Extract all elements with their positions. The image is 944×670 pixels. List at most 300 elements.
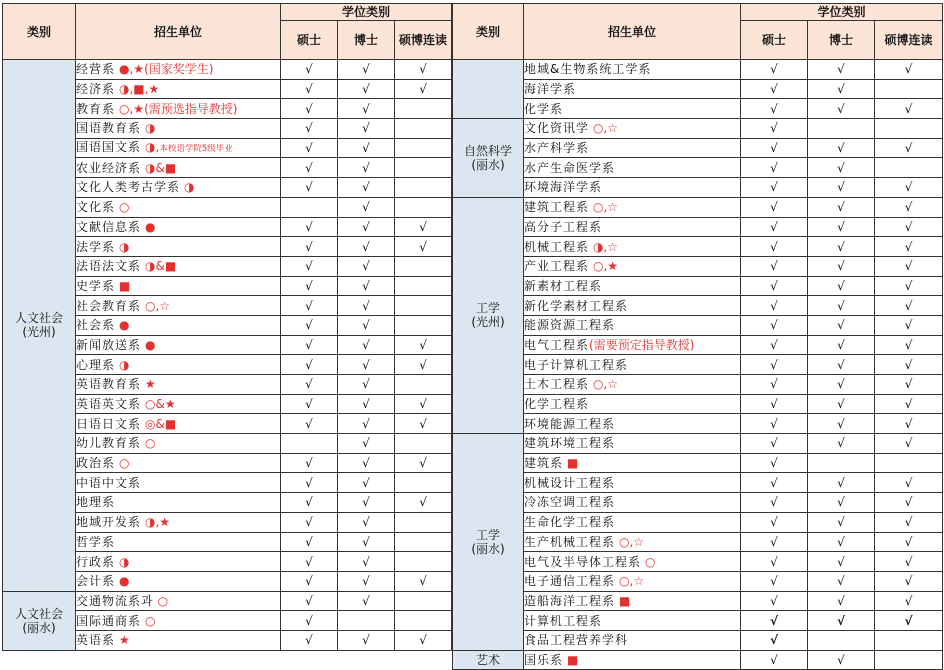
legend-symbols: ○,☆ [619, 574, 645, 589]
category-cell: 艺术 [453, 650, 524, 670]
combined-mark: √ [875, 611, 943, 631]
master-mark: √ [741, 256, 808, 276]
combined-mark [395, 434, 452, 454]
unit-cell [524, 571, 741, 591]
master-mark: √ [281, 315, 338, 335]
legend-symbols: ◑ [119, 239, 130, 254]
master-mark: √ [741, 473, 808, 493]
unit-cell [524, 296, 741, 316]
unit-cell [524, 256, 741, 276]
unit-cell [524, 335, 741, 355]
doctor-mark: √ [808, 335, 875, 355]
table-row [453, 335, 943, 355]
doctor-mark: √ [808, 79, 875, 99]
master-mark: √ [281, 138, 338, 158]
table-row [453, 158, 943, 178]
doctor-mark: √ [338, 256, 395, 276]
combined-mark: √ [395, 355, 452, 375]
unit-note: (需要预定指导教授) [589, 337, 695, 352]
unit-name: 建筑系 [524, 456, 564, 471]
legend-symbols: ○ [145, 613, 156, 628]
doctor-mark: √ [808, 571, 875, 591]
master-mark: √ [741, 414, 808, 434]
combined-mark: √ [875, 296, 943, 316]
doctor-mark: √ [338, 335, 395, 355]
unit-cell [76, 611, 281, 631]
combined-mark: √ [875, 394, 943, 414]
unit-name: 化学系 [524, 101, 564, 116]
combined-mark: √ [395, 237, 452, 257]
unit-name: 法学系 [76, 239, 116, 254]
header-combined: 硕博连读 [875, 21, 943, 60]
table-row [453, 178, 943, 198]
unit-cell [524, 119, 741, 139]
master-mark: √ [281, 158, 338, 178]
legend-symbols: ● [145, 219, 156, 234]
master-mark: √ [741, 532, 808, 552]
combined-mark: √ [875, 276, 943, 296]
doctor-mark: √ [338, 79, 395, 99]
unit-name: 高分子工程系 [524, 219, 603, 234]
table-row [453, 414, 943, 434]
combined-mark [395, 276, 452, 296]
master-mark: √ [281, 453, 338, 473]
combined-mark: √ [875, 256, 943, 276]
unit-name: 生命化学工程系 [524, 515, 616, 530]
master-mark: √ [741, 630, 808, 650]
unit-name: 产业工程系 [524, 259, 590, 274]
legend-symbols: ○ [157, 593, 169, 608]
unit-name: 文化人类考古学系 [76, 180, 181, 195]
combined-mark: √ [395, 630, 452, 650]
doctor-mark: √ [808, 394, 875, 414]
table-row [453, 591, 943, 611]
unit-cell [524, 79, 741, 99]
doctor-mark: √ [808, 532, 875, 552]
legend-symbols: ■ [567, 456, 579, 471]
combined-mark [395, 315, 452, 335]
doctor-mark: √ [808, 355, 875, 375]
combined-mark [875, 79, 943, 99]
master-mark: √ [741, 237, 808, 257]
unit-cell [524, 630, 741, 650]
legend-symbols: ○ [119, 200, 130, 215]
legend-symbols: ● [119, 574, 130, 589]
table-row [453, 394, 943, 414]
unit-cell [76, 394, 281, 414]
unit-name: 教育系 [76, 101, 116, 116]
doctor-mark: √ [808, 60, 875, 80]
unit-cell [76, 532, 281, 552]
master-mark: √ [741, 99, 808, 119]
doctor-mark: √ [338, 473, 395, 493]
unit-cell [524, 138, 741, 158]
unit-cell [524, 315, 741, 335]
table-row [453, 375, 943, 395]
doctor-mark: √ [808, 493, 875, 513]
doctor-mark: √ [808, 414, 875, 434]
doctor-mark: √ [338, 355, 395, 375]
unit-cell [524, 512, 741, 532]
combined-mark: √ [395, 60, 452, 80]
table-row [453, 473, 943, 493]
unit-cell [76, 591, 281, 611]
master-mark: √ [281, 217, 338, 237]
unit-name: 计算机工程系 [524, 613, 603, 628]
unit-cell [76, 630, 281, 650]
master-mark: √ [281, 355, 338, 375]
table-row [453, 79, 943, 99]
unit-cell [76, 256, 281, 276]
table-row [453, 237, 943, 257]
doctor-mark: √ [338, 138, 395, 158]
unit-cell [524, 178, 741, 198]
doctor-mark: √ [808, 237, 875, 257]
legend-symbols: ○,☆ [593, 377, 619, 392]
master-mark: √ [281, 60, 338, 80]
unit-name: 文化系 [76, 200, 116, 215]
unit-cell [524, 276, 741, 296]
unit-name: 英语系 [76, 633, 116, 648]
master-mark: √ [281, 591, 338, 611]
unit-name: 环境海洋学系 [524, 180, 603, 195]
legend-symbols: ○,☆ [593, 200, 619, 215]
unit-name: 中语中文系 [76, 475, 142, 490]
doctor-mark: √ [338, 296, 395, 316]
doctor-mark: √ [338, 414, 395, 434]
unit-name: 国乐系 [524, 652, 564, 667]
unit-cell [524, 394, 741, 414]
master-mark: √ [281, 571, 338, 591]
doctor-mark [338, 611, 395, 631]
doctor-mark: √ [808, 138, 875, 158]
header-master: 硕士 [741, 21, 808, 60]
combined-mark [395, 375, 452, 395]
unit-cell [76, 315, 281, 335]
doctor-mark [808, 630, 875, 650]
master-mark: √ [741, 315, 808, 335]
combined-mark: √ [875, 493, 943, 513]
legend-symbols: ◑ [184, 180, 195, 195]
unit-cell [524, 217, 741, 237]
combined-mark [395, 552, 452, 572]
combined-mark: √ [395, 453, 452, 473]
unit-name: 哲学系 [76, 534, 116, 549]
unit-name: 电子通信工程系 [524, 574, 616, 589]
unit-name: 机械工程系 [524, 239, 590, 254]
table-row [453, 138, 943, 158]
master-mark [281, 197, 338, 217]
doctor-mark: √ [808, 197, 875, 217]
table-row [453, 571, 943, 591]
combined-mark: √ [395, 493, 452, 513]
unit-cell [76, 335, 281, 355]
table-row [453, 355, 943, 375]
table-row [453, 315, 943, 335]
doctor-mark: √ [808, 158, 875, 178]
table-row [453, 630, 943, 650]
unit-cell [76, 493, 281, 513]
master-mark: √ [281, 493, 338, 513]
unit-cell [76, 414, 281, 434]
combined-mark: √ [875, 355, 943, 375]
unit-name: 食品工程营养学科 [524, 633, 629, 648]
unit-name: 社会系 [76, 318, 116, 333]
unit-cell [76, 355, 281, 375]
combined-mark: √ [395, 394, 452, 414]
combined-mark [875, 630, 943, 650]
unit-name: 电气工程系 [524, 337, 590, 352]
master-mark: √ [281, 237, 338, 257]
master-mark: √ [281, 630, 338, 650]
combined-mark: √ [875, 217, 943, 237]
unit-name: 英语教育系 [76, 377, 142, 392]
unit-cell [76, 296, 281, 316]
header-degree-type: 学位类别 [281, 4, 452, 21]
combined-mark [395, 119, 452, 139]
unit-name: 文献信息系 [76, 219, 142, 234]
master-mark: √ [281, 552, 338, 572]
combined-mark: √ [875, 571, 943, 591]
combined-mark: √ [875, 197, 943, 217]
left-table [2, 3, 452, 651]
unit-note: 本校语学院5级毕业 [159, 144, 233, 155]
doctor-mark: √ [338, 237, 395, 257]
legend-symbols: ○ [119, 456, 130, 471]
unit-cell [76, 237, 281, 257]
legend-symbols: ◑,★ [145, 515, 171, 530]
header-doctor: 博士 [338, 21, 395, 60]
unit-name: 生产机械工程系 [524, 534, 616, 549]
unit-name: 水产生命医学系 [524, 160, 616, 175]
combined-mark [875, 453, 943, 473]
doctor-mark: √ [338, 217, 395, 237]
unit-name: 心理系 [76, 357, 116, 372]
category-cell: 人文社会 (光州) [3, 60, 76, 592]
doctor-mark: √ [338, 512, 395, 532]
master-mark: √ [741, 296, 808, 316]
master-mark: √ [741, 453, 808, 473]
doctor-mark: √ [338, 571, 395, 591]
table-row [453, 276, 943, 296]
table-row [453, 512, 943, 532]
unit-cell [76, 375, 281, 395]
master-mark: √ [281, 611, 338, 631]
combined-mark: √ [875, 237, 943, 257]
unit-name: 土木工程系 [524, 377, 590, 392]
table-row [3, 60, 452, 80]
combined-mark [395, 512, 452, 532]
combined-mark: √ [875, 315, 943, 335]
header-category: 类别 [3, 4, 76, 60]
unit-cell [524, 60, 741, 80]
doctor-mark: √ [338, 493, 395, 513]
master-mark: √ [741, 217, 808, 237]
unit-name: 英语英文系 [76, 397, 142, 412]
unit-name: 建筑工程系 [524, 200, 590, 215]
header-unit: 招生单位 [76, 4, 281, 60]
unit-cell [524, 591, 741, 611]
legend-symbols: ★ [145, 377, 156, 392]
combined-mark [395, 178, 452, 198]
combined-mark [395, 256, 452, 276]
master-mark: √ [741, 493, 808, 513]
header-degree-type: 学位类别 [741, 4, 943, 21]
legend-symbols: ○,☆ [619, 534, 645, 549]
unit-cell [76, 60, 281, 80]
legend-symbols: ○,★ [119, 101, 145, 116]
unit-name: 经营系 [76, 62, 116, 77]
doctor-mark: √ [338, 394, 395, 414]
master-mark: √ [741, 434, 808, 454]
combined-mark: √ [875, 512, 943, 532]
legend-symbols: ◑ [119, 554, 130, 569]
doctor-mark: √ [808, 276, 875, 296]
combined-mark: √ [875, 335, 943, 355]
doctor-mark: √ [808, 611, 875, 631]
combined-mark: √ [875, 532, 943, 552]
table-row [453, 217, 943, 237]
combined-mark: √ [875, 473, 943, 493]
master-mark: √ [281, 256, 338, 276]
unit-name: 国语教育系 [76, 121, 142, 136]
unit-cell [524, 453, 741, 473]
legend-symbols: ● [145, 337, 156, 352]
unit-name: 电子计算机工程系 [524, 357, 629, 372]
header-unit: 招生单位 [524, 4, 741, 60]
unit-cell [524, 473, 741, 493]
master-mark: √ [741, 552, 808, 572]
legend-symbols: ○ [145, 436, 156, 451]
unit-name: 电气及半导体工程系 [524, 554, 642, 569]
table-row [453, 256, 943, 276]
doctor-mark: √ [338, 552, 395, 572]
combined-mark: √ [395, 79, 452, 99]
master-mark: √ [281, 335, 338, 355]
legend-symbols: ●,★ [119, 62, 145, 77]
master-mark: √ [741, 591, 808, 611]
combined-mark: √ [875, 414, 943, 434]
doctor-mark: √ [338, 178, 395, 198]
legend-symbols: ◑,☆ [593, 239, 619, 254]
combined-mark [875, 119, 943, 139]
master-mark: √ [281, 296, 338, 316]
legend-symbols: ◑,■,★ [119, 82, 160, 97]
combined-mark [395, 473, 452, 493]
master-mark: √ [281, 276, 338, 296]
unit-cell [76, 178, 281, 198]
unit-cell [76, 197, 281, 217]
master-mark: √ [741, 355, 808, 375]
table-row [453, 493, 943, 513]
unit-name: 化学工程系 [524, 397, 590, 412]
legend-symbols: ■ [119, 278, 131, 293]
unit-note: (国家奖学生) [144, 62, 214, 77]
legend-symbols: ★ [119, 633, 130, 648]
master-mark: √ [281, 99, 338, 119]
unit-cell [524, 532, 741, 552]
unit-name: 建筑环境工程系 [524, 436, 616, 451]
unit-cell [524, 355, 741, 375]
category-cell: 自然科学 (丽水) [453, 119, 524, 198]
master-mark: √ [281, 79, 338, 99]
doctor-mark: √ [338, 315, 395, 335]
master-mark: √ [281, 473, 338, 493]
master-mark: √ [741, 119, 808, 139]
combined-mark: √ [875, 552, 943, 572]
doctor-mark: √ [338, 99, 395, 119]
unit-cell [76, 552, 281, 572]
combined-mark: √ [875, 99, 943, 119]
combined-mark: √ [395, 571, 452, 591]
master-mark: √ [741, 650, 808, 670]
doctor-mark: √ [338, 532, 395, 552]
header-doctor: 博士 [808, 21, 875, 60]
unit-name: 交通物流系과 [76, 593, 154, 608]
combined-mark: √ [875, 434, 943, 454]
combined-mark [395, 138, 452, 158]
unit-cell [524, 611, 741, 631]
table-row [453, 453, 943, 473]
unit-name: 地域开发系 [76, 515, 142, 530]
legend-symbols: ■ [567, 652, 579, 667]
legend-symbols: ○,☆ [593, 121, 619, 136]
unit-name: 社会教育系 [76, 298, 142, 313]
unit-name: 国际通商系 [76, 613, 142, 628]
master-mark: √ [741, 138, 808, 158]
doctor-mark: √ [338, 453, 395, 473]
unit-cell [76, 119, 281, 139]
legend-symbols: ◑ [119, 357, 130, 372]
legend-symbols: ○&★ [145, 397, 176, 412]
unit-name: 日语日文系 [76, 416, 142, 431]
legend-symbols: ◑&■ [145, 259, 177, 274]
master-mark: √ [281, 394, 338, 414]
master-mark: √ [741, 512, 808, 532]
master-mark: √ [741, 571, 808, 591]
combined-mark: √ [875, 138, 943, 158]
unit-cell [76, 138, 281, 158]
table-row [3, 591, 452, 611]
legend-symbols: ◎&■ [145, 416, 177, 431]
unit-cell [524, 158, 741, 178]
doctor-mark: √ [338, 434, 395, 454]
table-row [453, 552, 943, 572]
combined-mark [395, 611, 452, 631]
doctor-mark: √ [808, 375, 875, 395]
doctor-mark: √ [338, 276, 395, 296]
unit-cell [76, 571, 281, 591]
combined-mark [395, 99, 452, 119]
master-mark: √ [281, 532, 338, 552]
combined-mark [395, 158, 452, 178]
combined-mark: √ [875, 591, 943, 611]
unit-name: 政治系 [76, 456, 116, 471]
legend-symbols: ◑, [145, 140, 160, 155]
combined-mark: √ [395, 335, 452, 355]
doctor-mark: √ [808, 591, 875, 611]
right-table [452, 3, 943, 670]
unit-cell [524, 434, 741, 454]
combined-mark: √ [875, 60, 943, 80]
table-row [453, 99, 943, 119]
unit-name: 幼儿教育系 [76, 436, 142, 451]
legend-symbols: ■ [619, 593, 631, 608]
category-cell: 工学 (光州) [453, 197, 524, 433]
master-mark: √ [281, 375, 338, 395]
unit-cell [524, 237, 741, 257]
category-cell: 人文社会 (丽水) [3, 591, 76, 650]
